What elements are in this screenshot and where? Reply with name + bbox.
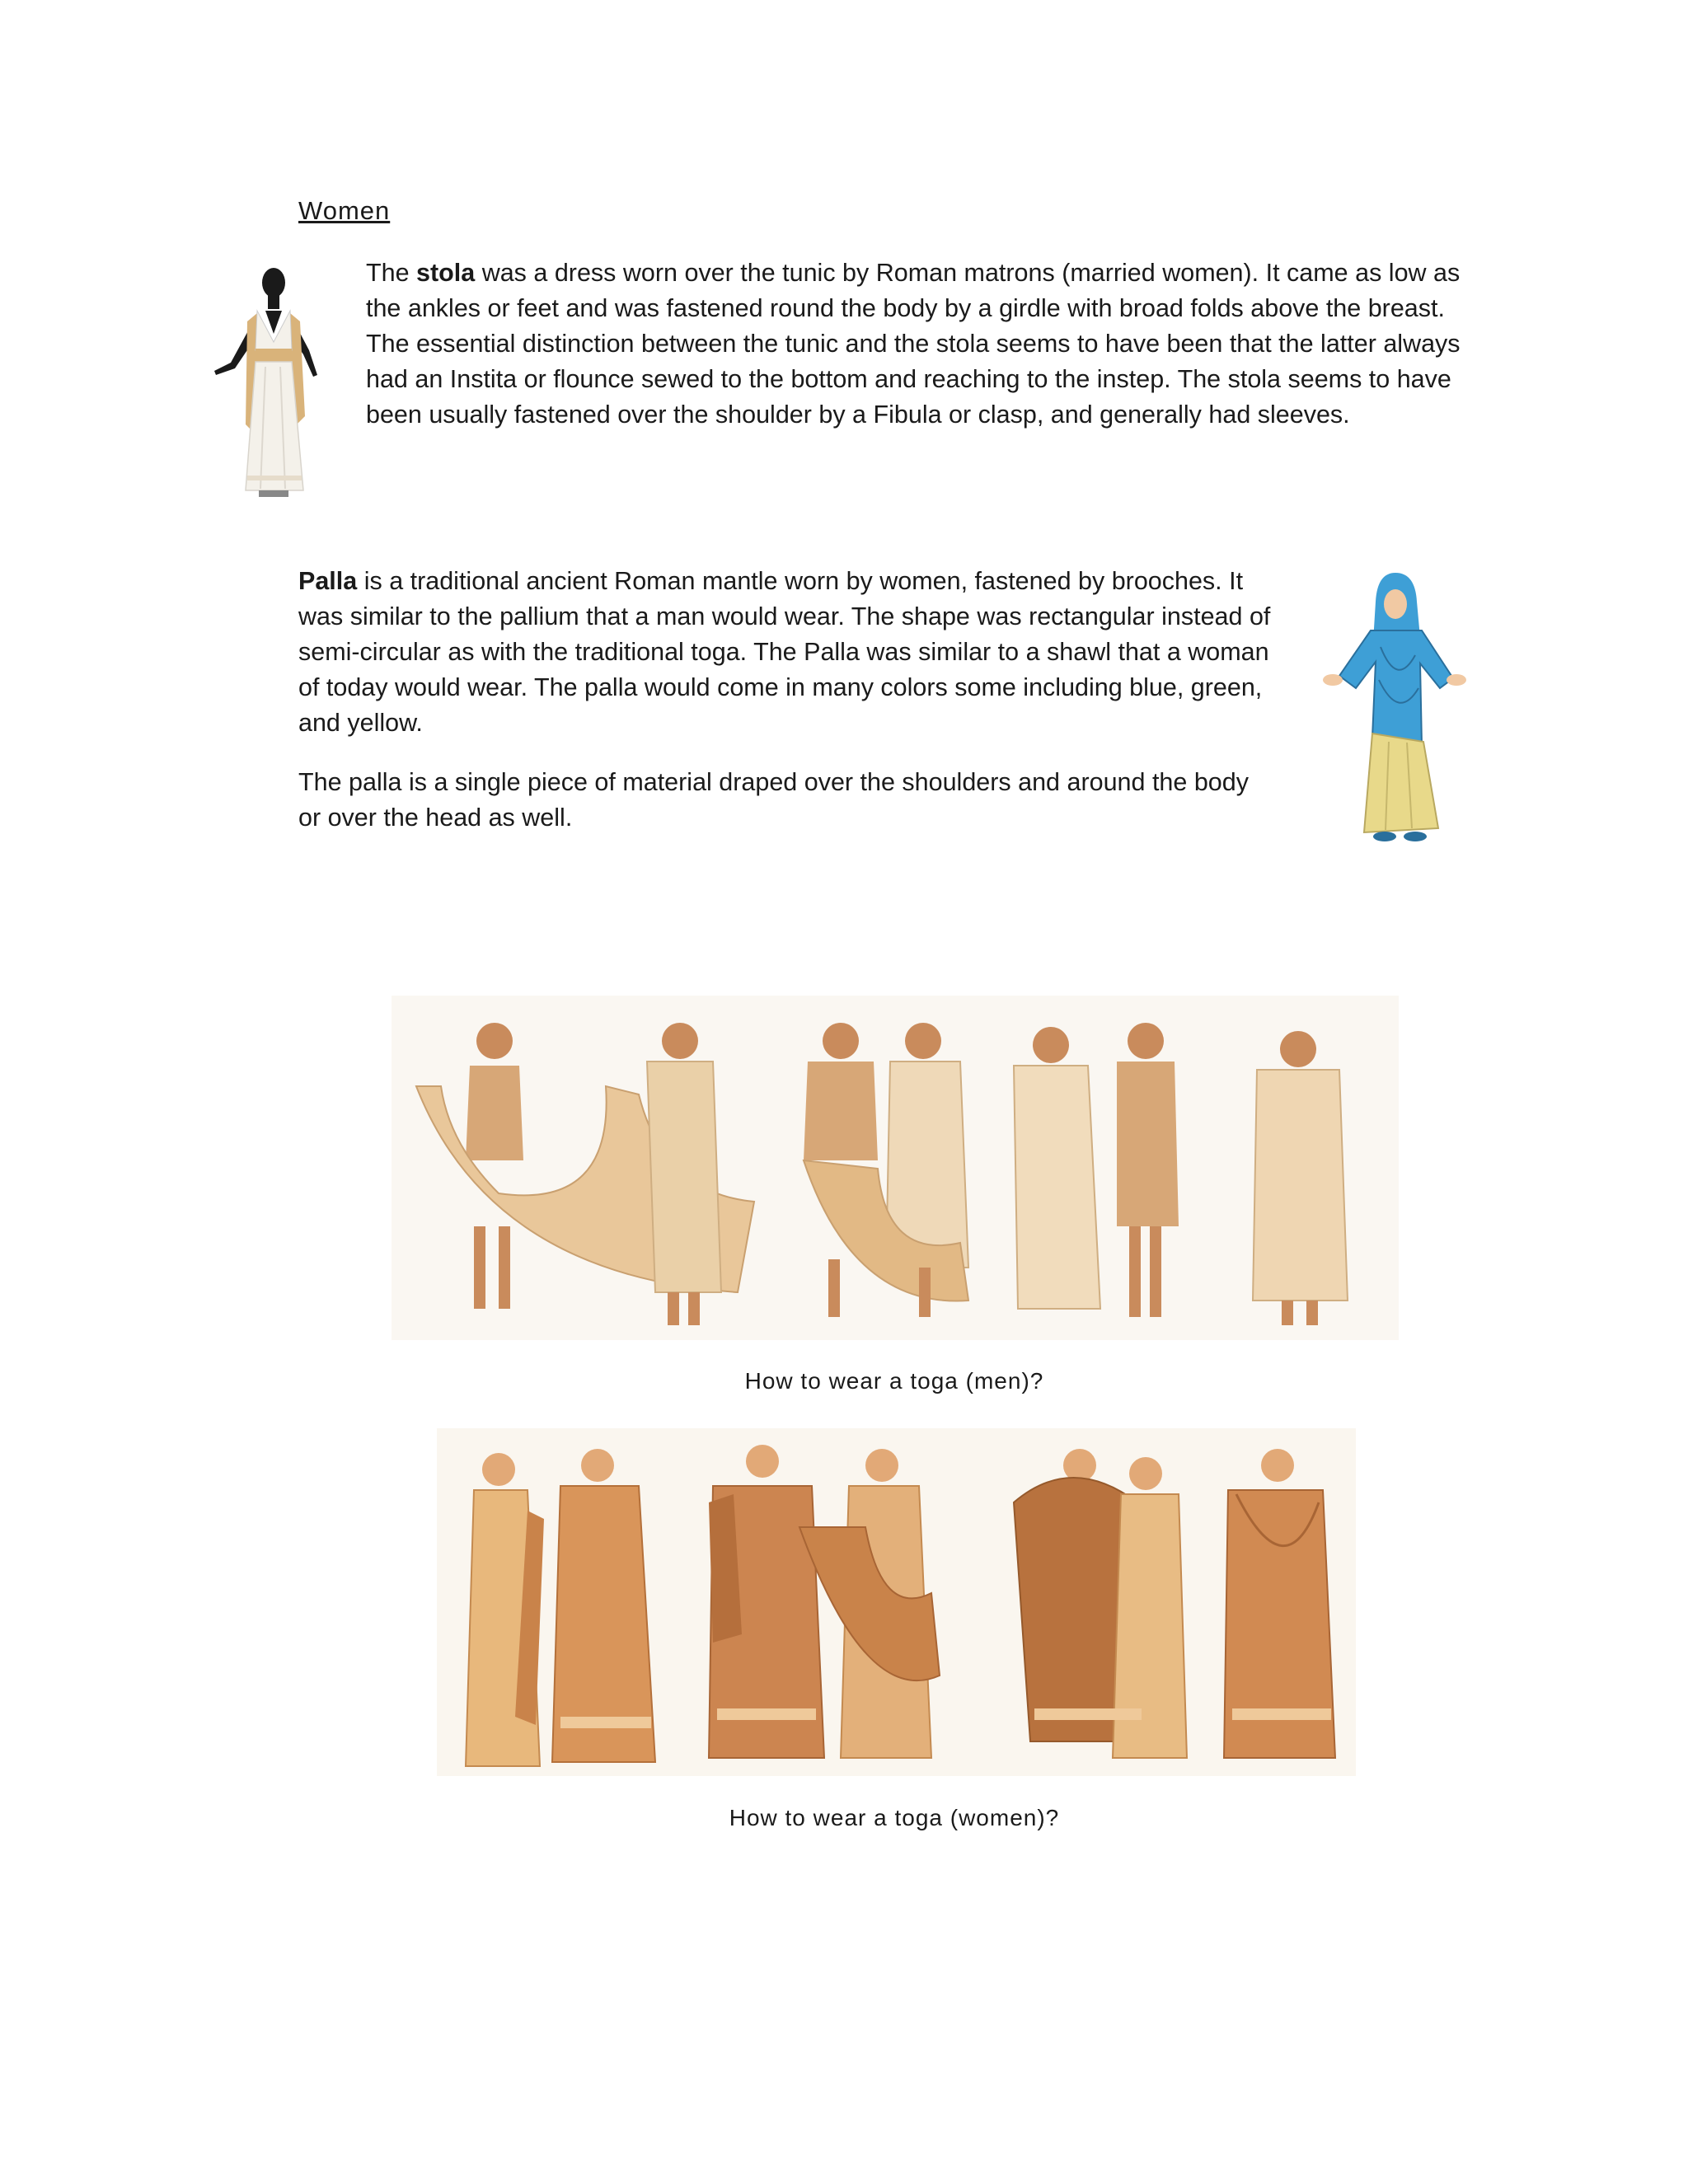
palla-paragraph-2: The palla is a single piece of material draped over the shoulders and around the body or over the head as well.	[298, 768, 1249, 832]
section-heading: Women	[298, 196, 391, 225]
stola-illustration	[206, 260, 330, 499]
stola-intro: The	[366, 259, 417, 287]
palla-illustration	[1306, 565, 1488, 849]
stola-term: stola	[416, 259, 476, 287]
palla-term: Palla	[298, 567, 358, 595]
toga-women-photo	[437, 1428, 1356, 1776]
palla-body: is a traditional ancient Roman mantle worn by women, fastened by brooches. It was similar to the pallium that a man would wear. The shape was rectangular instead of semi-circular as with the traditional toga. The Palla was similar to a shawl that a woman of today would wear. The palla would come in many colors some including blue, green, and yellow.	[298, 567, 1271, 737]
stola-paragraph	[366, 255, 1470, 433]
palla-paragraph	[298, 564, 1271, 741]
toga-men-caption: How to wear a toga (men)?	[744, 1368, 1044, 1394]
toga-women-caption: How to wear a toga (women)?	[729, 1805, 1060, 1830]
stola-body: was a dress worn over the tunic by Roman matrons (married women). It came as low as the ankles or feet and was fastened round the body by a girdle with broad folds above the breast. The essential distinction between the tunic and the stola seems to have been that the latter always had an Instita or flounce sewed to the bottom and reaching to the instep. The stola seems to have been usually fastened over the shoulder by a Fibula or clasp, and generally had sleeves.	[366, 259, 1461, 429]
toga-men-photo	[392, 996, 1399, 1340]
